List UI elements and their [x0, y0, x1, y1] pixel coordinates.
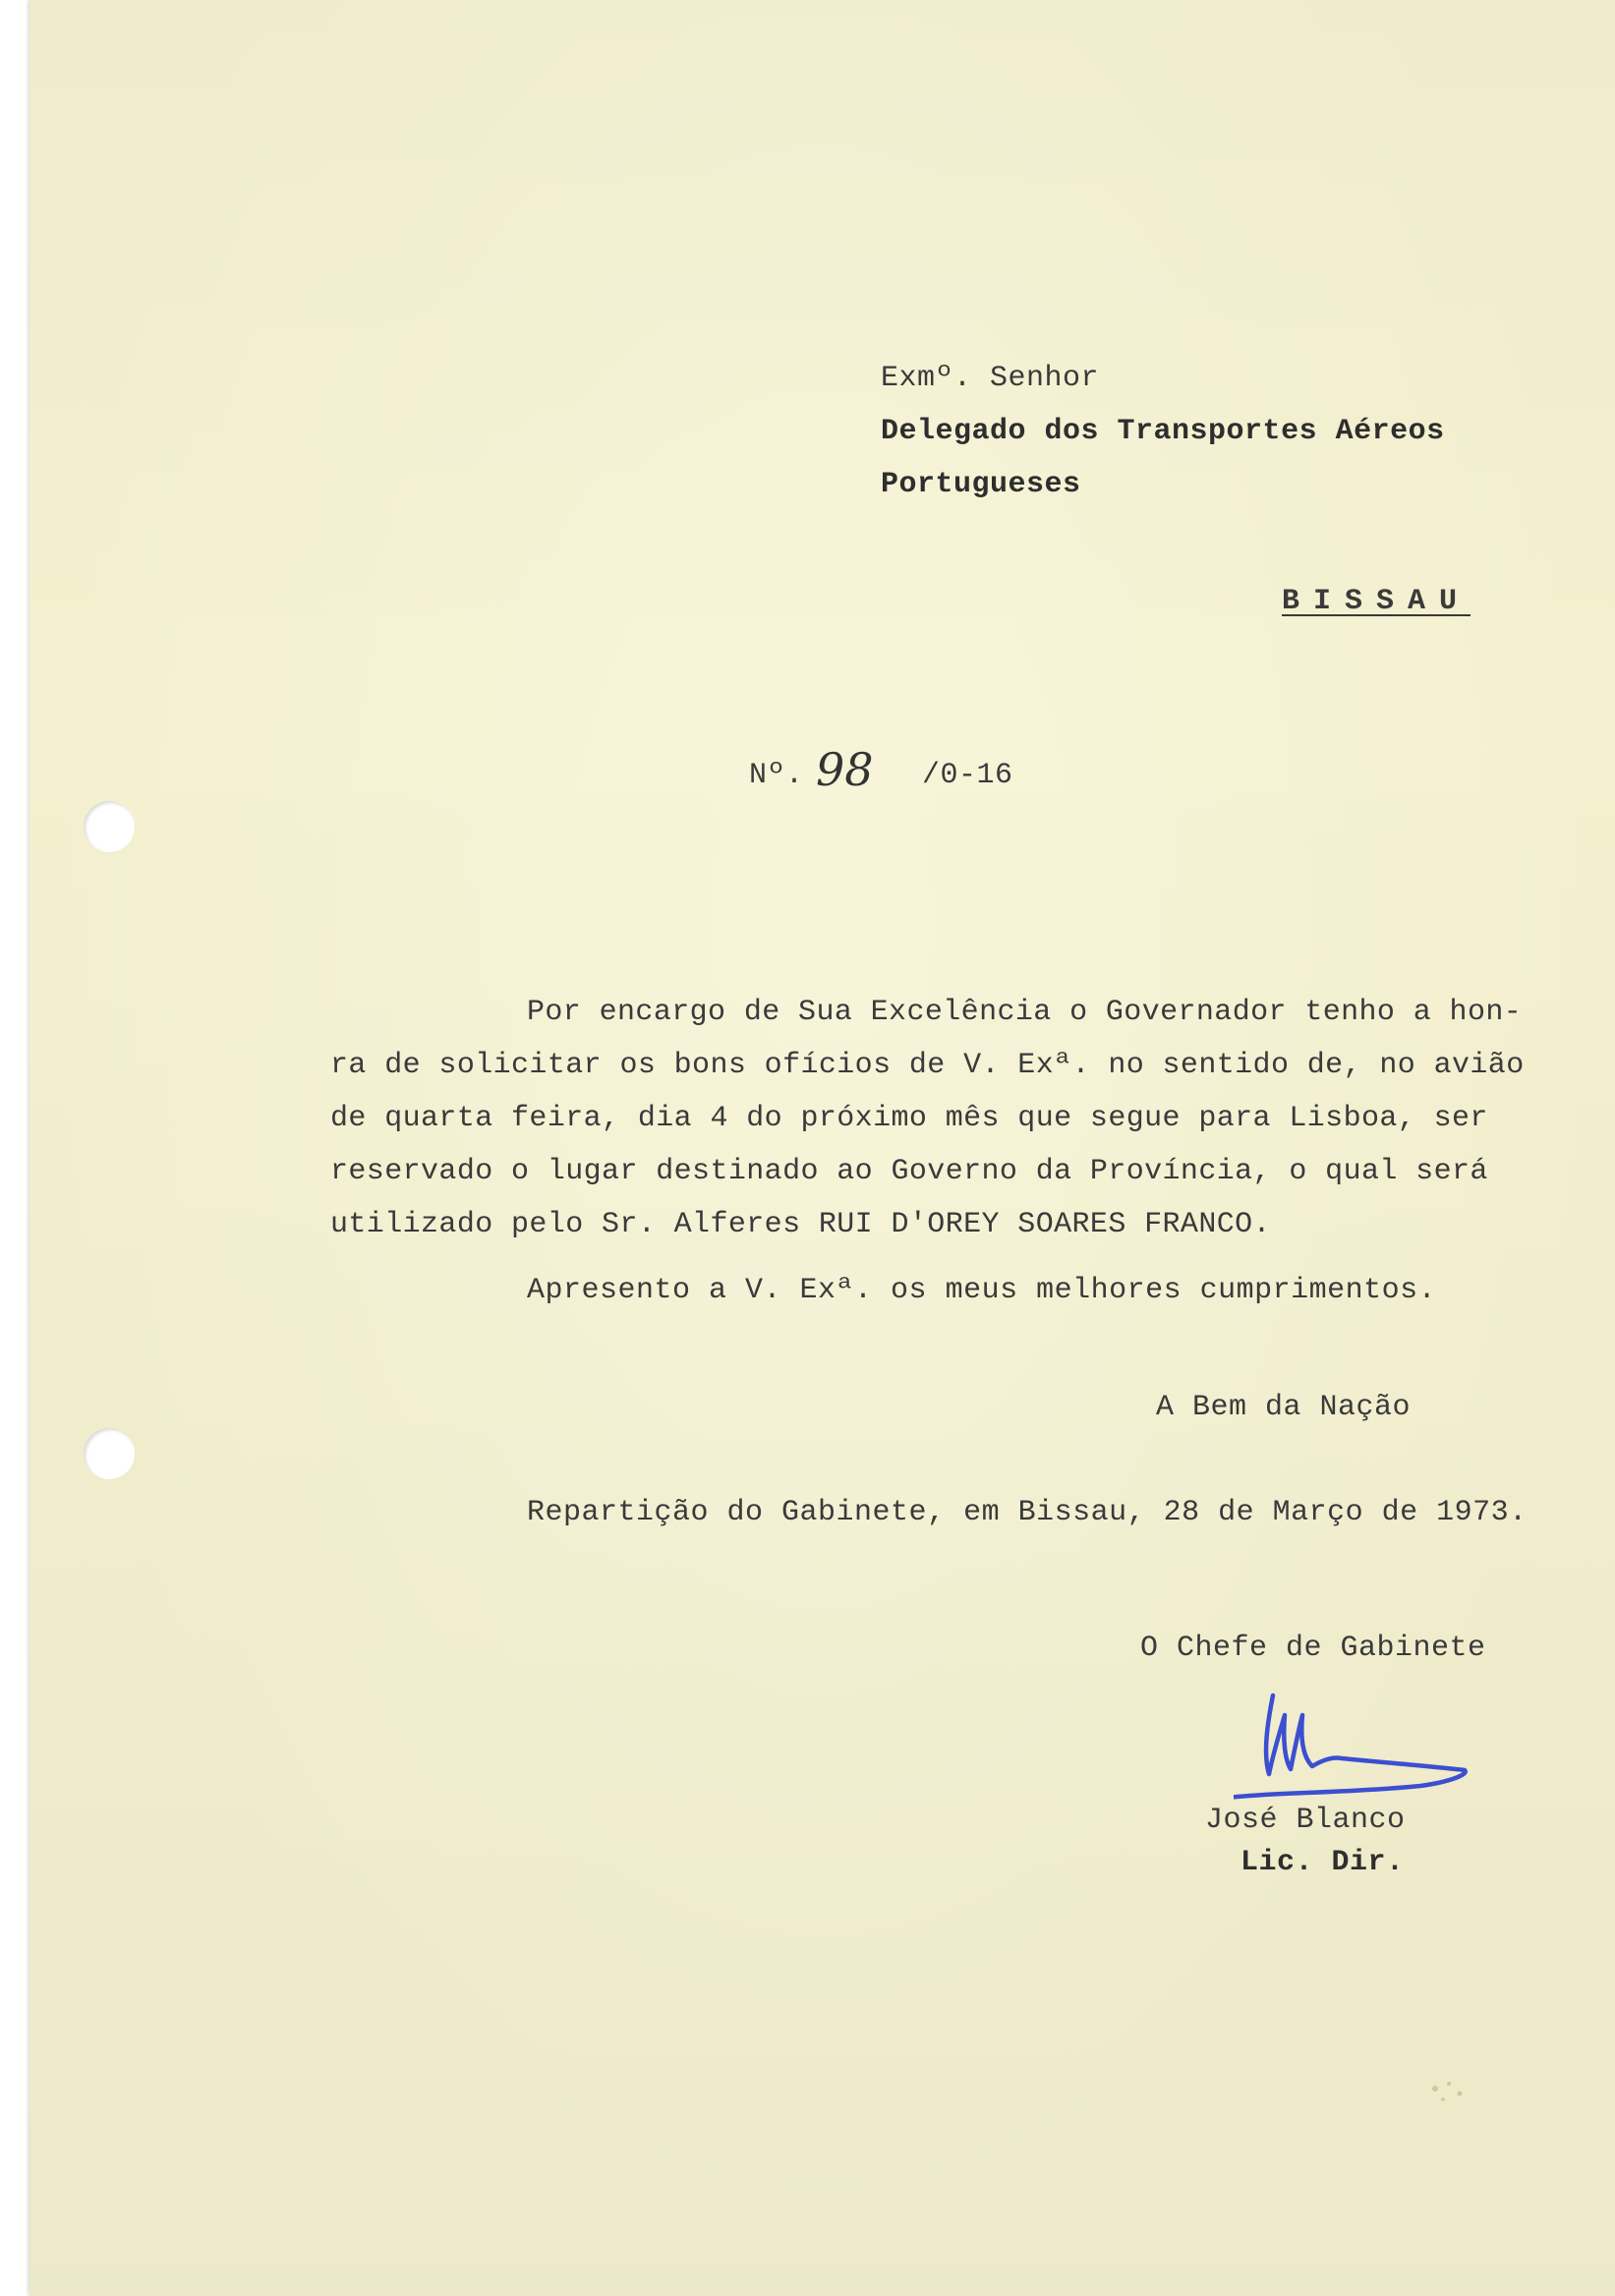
paper-stain — [1415, 2074, 1494, 2113]
body-line: ra de solicitar os bons ofícios de V. Exª. no sentido de, no avião — [330, 1049, 1525, 1082]
closing-motto: A Bem da Nação — [1156, 1391, 1412, 1424]
signature — [1234, 1676, 1499, 1804]
punch-hole-top — [84, 801, 135, 852]
recipient-line-2: Delegado dos Transportes Aéreos — [881, 415, 1445, 448]
reference-suffix: /0-16 — [922, 759, 1013, 792]
recipient-salutation: Exmº. Senhor — [881, 362, 1100, 395]
body-paragraph-1 — [330, 986, 1615, 1251]
signatory-credentials: Lic. Dir. — [1240, 1846, 1405, 1879]
recipient-city: BISSAU — [1282, 585, 1471, 618]
recipient-line-3: Portugueses — [881, 468, 1081, 501]
reference-prefix: Nº. — [749, 759, 804, 792]
body-line: utilizado pelo Sr. Alferes RUI D'OREY SOARES FRANCO. — [330, 1208, 1271, 1241]
punch-hole-bottom — [84, 1428, 135, 1479]
body-line: reservado o lugar destinado ao Governo da Província, o qual será — [330, 1155, 1488, 1188]
letter-page — [29, 0, 1615, 2296]
body-line: Por encargo de Sua Excelência o Governador tenho a hon- — [527, 996, 1523, 1029]
reference-handwritten-number: 98 — [816, 743, 874, 796]
body-paragraph-2: Apresento a V. Exª. os meus melhores cumprimentos. — [527, 1274, 1437, 1307]
signatory-name: José Blanco — [1205, 1804, 1406, 1837]
body-line: de quarta feira, dia 4 do próximo mês que segue para Lisboa, ser — [330, 1102, 1488, 1135]
closing-title: O Chefe de Gabinete — [1140, 1632, 1486, 1665]
closing-place-date: Repartição do Gabinete, em Bissau, 28 de Março de 1973. — [527, 1496, 1528, 1529]
